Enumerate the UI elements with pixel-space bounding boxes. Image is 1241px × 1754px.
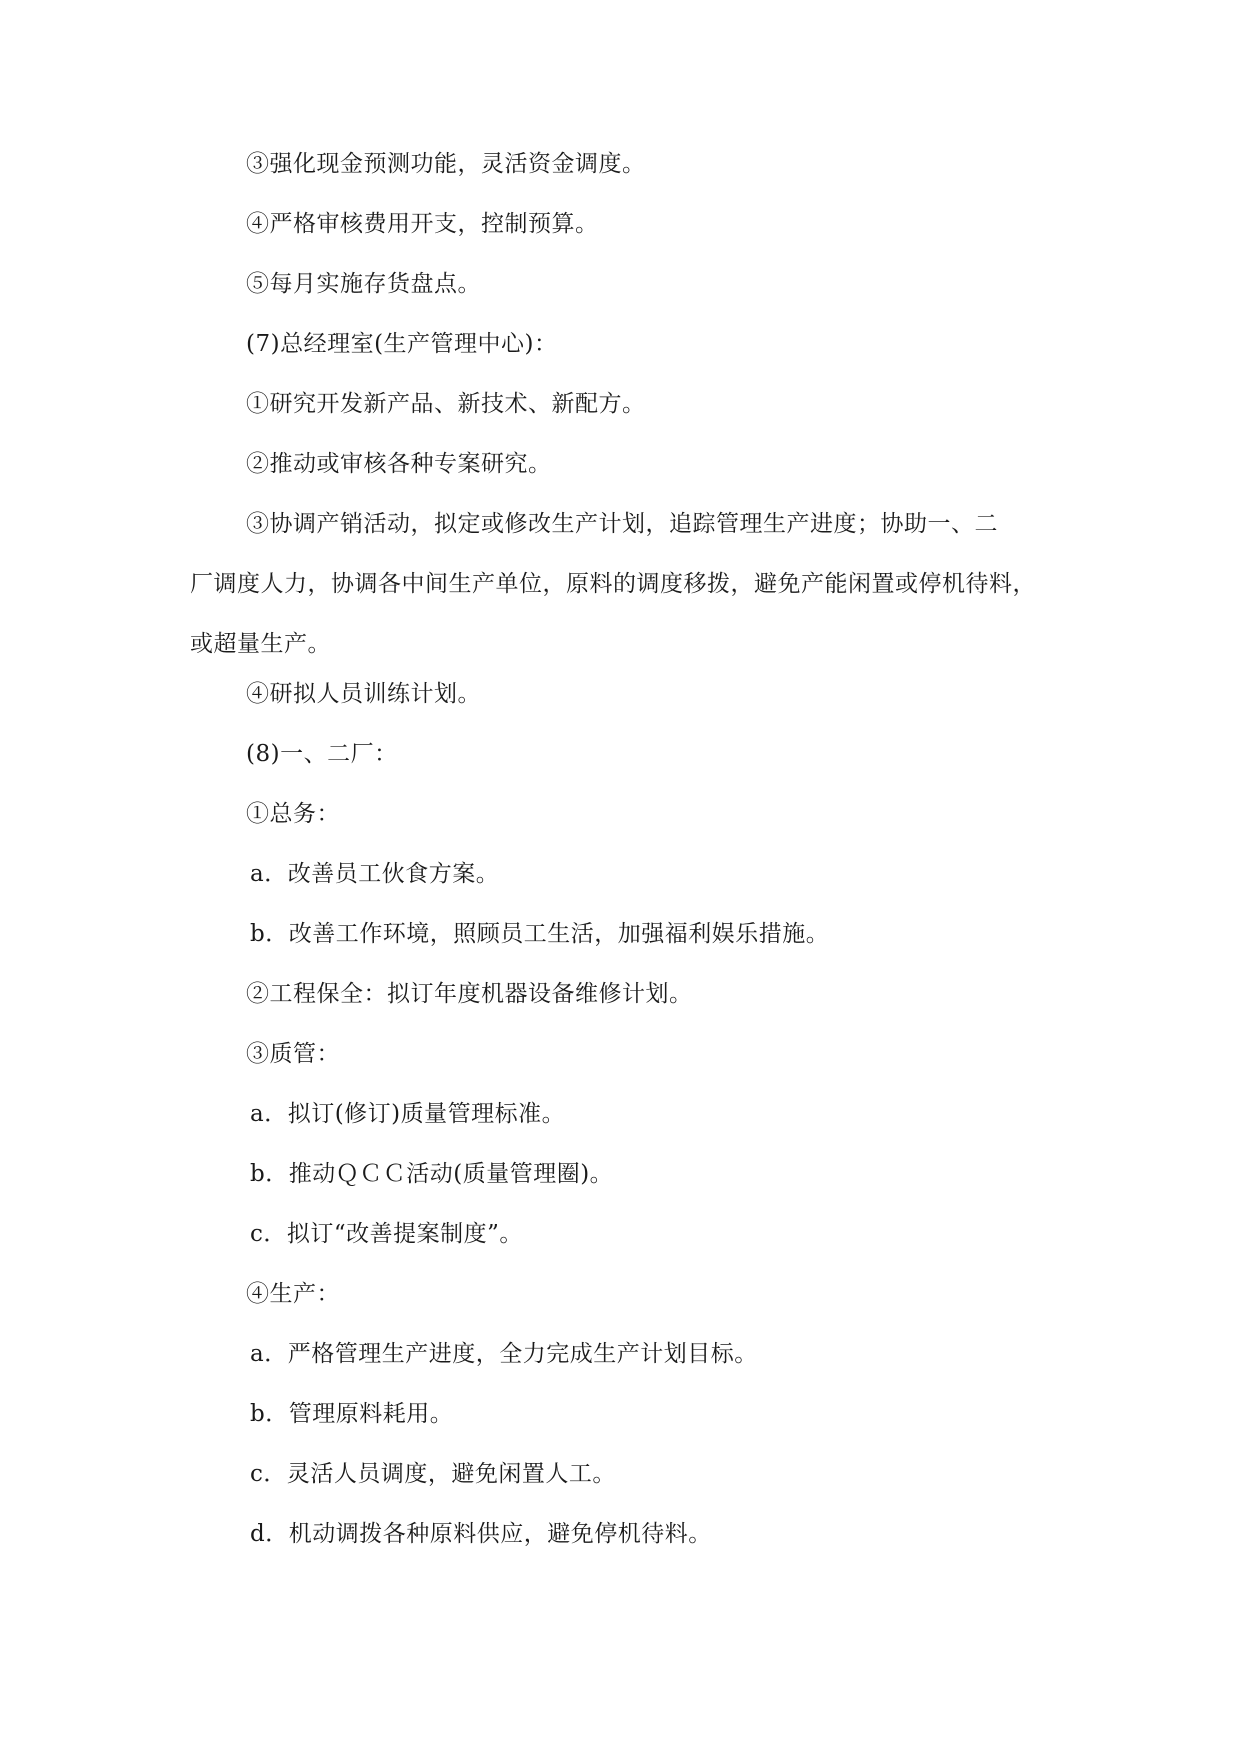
list-item: b．改善工作环境，照顾员工生活，加强福利娱乐措施。	[250, 921, 830, 947]
subheading-production: ④生产：	[246, 1281, 340, 1307]
section-heading-factories: (8)一、二厂：	[246, 741, 398, 767]
paragraph-coordinate-production	[190, 510, 1060, 659]
paragraph-line: ③协调产销活动，拟定或修改生产计划，追踪管理生产进度；协助一、二	[246, 511, 998, 537]
paragraph-training-plan: ④研拟人员训练计划。	[246, 681, 481, 707]
paragraph-line: 厂调度人力，协调各中间生产单位，原料的调度移拨，避免产能闲置或停机待料，	[190, 571, 1036, 597]
list-item: d．机动调拨各种原料供应，避免停机待料。	[250, 1521, 712, 1547]
list-item: a．改善员工伙食方案。	[250, 861, 500, 887]
paragraph-expense-review: ④严格审核费用开支，控制预算。	[246, 211, 599, 237]
paragraph-inventory-count: ⑤每月实施存货盘点。	[246, 271, 481, 297]
list-item: a．严格管理生产进度，全力完成生产计划目标。	[250, 1341, 758, 1367]
list-item: a．拟订(修订)质量管理标准。	[250, 1101, 566, 1127]
subheading-quality: ③质管：	[246, 1041, 340, 1067]
subheading-engineering: ②工程保全：拟订年度机器设备维修计划。	[246, 981, 693, 1007]
paragraph-line: 或超量生产。	[190, 631, 331, 657]
list-item: b．管理原料耗用。	[250, 1401, 454, 1427]
section-heading-general-manager: (7)总经理室(生产管理中心)：	[246, 331, 558, 357]
paragraph-project-research: ②推动或审核各种专案研究。	[246, 451, 552, 477]
paragraph-cash-forecast: ③强化现金预测功能，灵活资金调度。	[246, 151, 646, 177]
paragraph-rnd: ①研究开发新产品、新技术、新配方。	[246, 391, 646, 417]
list-item: c．拟订“改善提案制度”。	[250, 1221, 523, 1247]
list-item: c．灵活人员调度，避免闲置人工。	[250, 1461, 616, 1487]
list-item: b．推动ＱＣＣ活动(质量管理圈)。	[250, 1161, 614, 1187]
subheading-general-affairs: ①总务：	[246, 801, 340, 827]
